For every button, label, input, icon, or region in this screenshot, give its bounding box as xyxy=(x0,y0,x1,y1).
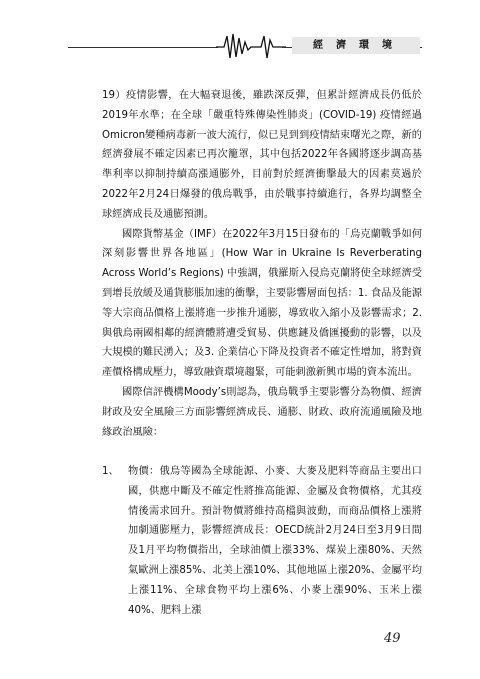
header-rule-left xyxy=(68,47,218,48)
paragraph-1: 19）疫情影響，在大幅衰退後，雖跌深反彈，但累計經濟成長仍低於2019年水準；在全球「嚴重特殊傳染性肺炎」(COVID-19) 疫情經過Omicron變種病毒新一波大流行，似已見到到疫情結束曙光之際，新的經濟發展不確定因素已再次籠罩，其中包括2022年各國將逐步調高基準利率以抑制持續高漲通膨外，目前對於經濟衝擊最大的因素莫過於2022年2月24日爆發的俄烏戰爭，由於戰事持續進行，各界均調整全球經濟成長及通膨預測。 xyxy=(102,90,422,220)
list-item-number: 1、 xyxy=(102,466,119,477)
heartbeat-line-icon xyxy=(216,30,286,62)
list-item-text: 物價：俄烏等國為全球能源、小麥、大麥及肥料等商品主要出口國，供應中斷及不確定性將推高能源、金屬及食物價格，尤其疫情後需求回升。預計物價將維持高檔與波動，而商品價格上漲將加劇通膨壓力，影響經濟成長：OECD統計2月24日至3月9日間及1月平均物價指出，全球油價上漲33%、煤炭上漲80%、天然氣歐洲上漲85%、北美上漲10%、其他地區上漲20%、金屬平均上漲11%、全球食物平均上漲6%、小麥上漲90%、玉米上漲40%、肥料上漲 xyxy=(128,466,422,616)
section-title: 經濟環境 xyxy=(292,37,420,54)
list-item xyxy=(102,462,422,620)
body-text xyxy=(102,86,422,442)
paragraph-3: 國際信評機構Moody’s則認為，俄烏戰爭主要影響分為物價、經濟財政及安全風險三方面影響經濟成長、通膨、財政、政府流通風險及地緣政治風險： xyxy=(102,386,422,438)
numbered-list xyxy=(102,462,422,620)
paragraph-2: 國際貨幣基金（IMF）在2022年3月15日發布的「烏克蘭戰爭如何深刻影響世界各地區」(How War in Ukraine Is Reverberating Across World’s Regions) 中強調，俄羅斯入侵烏克蘭將使全球經濟受到增長放緩及通貨膨脹加速的衝擊，主要影響層面包括：1. 食品及能源等大宗商品價格上漲將進一步推升通膨，導致收入縮小及影響需求；2. 與俄烏兩國相鄰的經濟體將遭受貿易、供應鏈及僑匯擾動的影響，以及大規模的難民湧入；及3. 企業信心下降及投資者不確定性增加，將對資產價格構成壓力，導致融資環境趨緊，可能刺激新興市場的資本流出。 xyxy=(102,228,422,379)
page-header xyxy=(0,0,480,70)
page-number: 49 xyxy=(384,631,401,646)
